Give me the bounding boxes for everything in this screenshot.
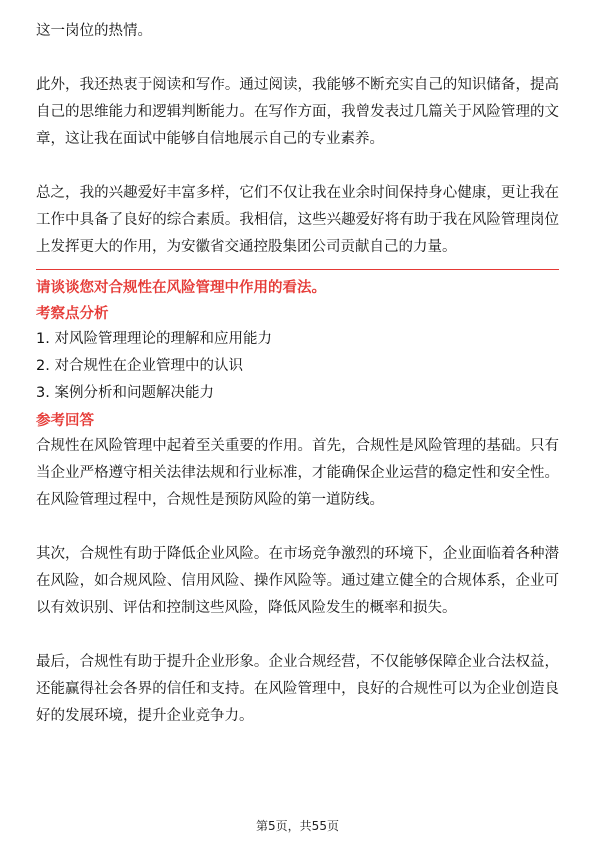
answer-paragraph-1: 合规性在风险管理中起着至关重要的作用。首先，合规性是风险管理的基础。只有当企业严格遵守相关法律法规和行业标准，才能确保企业运营的稳定性和安全性。在风险管理过程中，合规性是预防风险的第一道防线。 [36,438,559,508]
intro-paragraph-3: 总之，我的兴趣爱好丰富多样，它们不仅让我在业余时间保持身心健康，更让我在工作中具备了良好的综合素质。我相信，这些兴趣爱好将有助于我在风险管理岗位上发挥更大的作用，为安徽省交通控股集团公司贡献自己的力量。 [36,185,559,255]
analysis-points-list [36,326,559,407]
analysis-title: 考察点分析 [36,306,109,322]
question-heading: 请谈谈您对合规性在风险管理中作用的看法。 [36,280,326,296]
paragraph-gap [36,514,559,541]
paragraph-gap [36,45,559,72]
paragraph-gap [36,153,559,180]
analysis-point: 3. 案例分析和问题解决能力 [36,385,214,401]
paragraph-gap [36,622,559,649]
section-divider [36,269,559,270]
intro-paragraph-1: 这一岗位的热情。 [36,23,152,39]
answer-paragraph-3: 最后，合规性有助于提升企业形象。企业合规经营，不仅能够保障企业合法权益，还能赢得社会各界的信任和支持。在风险管理中，良好的合规性可以为企业创造良好的发展环境，提升企业竞争力。 [36,654,559,724]
analysis-point: 1. 对风险管理理论的理解和应用能力 [36,331,272,347]
intro-paragraph-2: 此外，我还热衷于阅读和写作。通过阅读，我能够不断充实自己的知识储备，提高自己的思维能力和逻辑判断能力。在写作方面，我曾发表过几篇关于风险管理的文章，这让我在面试中能够自信地展示自己的专业素养。 [36,77,559,147]
document-page [36,18,559,730]
analysis-point: 2. 对合规性在企业管理中的认识 [36,358,243,374]
answer-paragraph-2: 其次，合规性有助于降低企业风险。在市场竞争激烈的环境下，企业面临着各种潜在风险，如合规风险、信用风险、操作风险等。通过建立健全的合规体系，企业可以有效识别、评估和控制这些风险，降低风险发生的概率和损失。 [36,546,559,616]
answer-title: 参考回答 [36,413,94,429]
page-number-footer: 第5页，共55页 [256,819,339,833]
